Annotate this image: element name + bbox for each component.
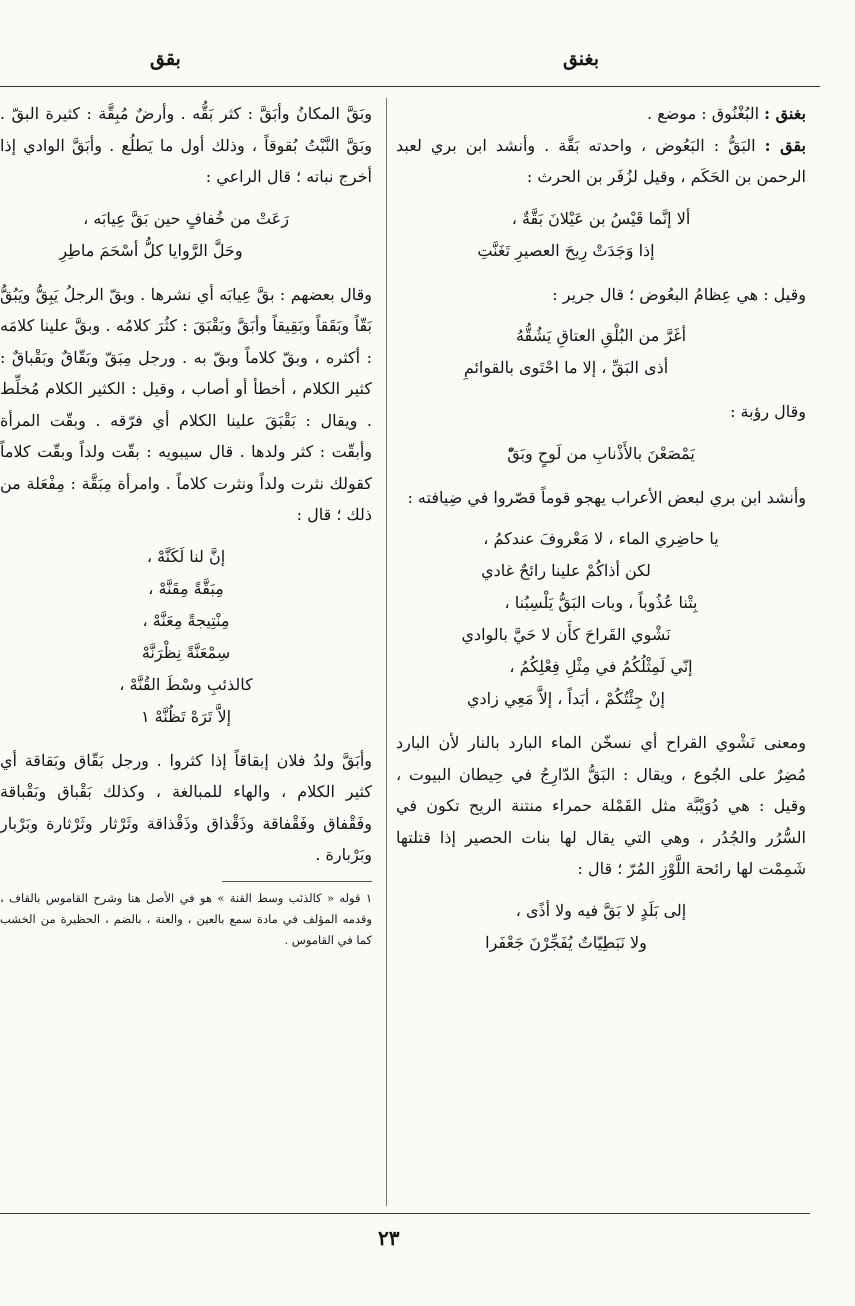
verse-block: [396, 523, 806, 715]
column-divider: [386, 98, 387, 1206]
verse-line: إنْ جِئْتُكُمْ ، أبَداً ، إلاَّ مَعِي زادي: [467, 689, 665, 708]
paragraph: ومعنى نَشْوي القراح أي نسخّن الماء البارد بالنار لأن البارد مُضِرٌ على الجُوع ، ويقال : البَقُّ الدّارِجُ في حِيطان البيوت ، وقيل : هي دُوَيْبَّة مثل القَمْلة حمراء منتنة الريح تكون في السُّرُر والجُدُر ، وهي التي يقال لها بنات الحصير إذا قتلتها شَمِمْت لها رائحة اللَّوْزِ المُرّ ؛ قال :: [396, 733, 806, 878]
page-header-right: بغنق: [562, 48, 599, 70]
verse-line: مِنْتِيجةً مِعَنَّهْ ،: [142, 610, 230, 630]
verse-line: إذا وَجَدَتْ رِيحَ العصيرِ تَغَنَّتِ: [477, 240, 655, 260]
verse-line: بِتْنا عُذُوباً ، وبات البَقُّ يَلْسِبُنا ،: [504, 593, 698, 612]
verse-block: [0, 541, 372, 733]
verse-block: [396, 320, 806, 384]
page-header-left: بقق: [150, 48, 181, 70]
paragraph: وأنشد ابن بري لبعض الأعراب يهجو قوماً قصّروا في ضِيافته :: [407, 487, 806, 507]
entry-bqq: [396, 130, 806, 193]
verse-line: كالذئبِ وسْطَ القُنَّهْ ،: [119, 674, 253, 694]
footnote: ١ قوله « كالذئب وسط القنة » هو في الأصل هنا وشرح القاموس بالقاف ، وقدمه المؤلف في مادة سمع بالعين ، والعنة ، بالضم ، الحظيرة من الخشب كما في القاموس .: [0, 890, 372, 947]
entry-head-bqq: بقق :: [764, 135, 806, 155]
verse-line: مِبَقَّةً مِقَنَّهْ ،: [148, 578, 224, 598]
entry-text-bqq: البَقُّ : البَعُوض ، واحدته بَقَّة . وأنشد ابن بري لعبد الرحمن بن الحَكَم ، وقيل لزُفَر بن الحرث :: [396, 135, 806, 186]
entry-bghnq: [396, 98, 806, 130]
verse-line: أغَرَّ من البُلْقِ العتاقِ يَشُقُّهُ: [515, 326, 687, 345]
footnote-separator: [222, 881, 372, 882]
verse-block: [396, 895, 806, 959]
verse-block: [396, 203, 806, 267]
paragraph: وبَقَّ المكانُ وأبَقَّ : كثر بَقُّه . وأرضٌ مُبِقَّة : كثيرة البقّ . وبَقَّ النَّبْتُ بُقوقاً ، وذلك أول ما يَطلُع . وأبَقَّ الوادي إذا أخرج نباته ؛ قال الراعي :: [0, 104, 372, 186]
verse-line: لكن أذاكُمْ علينا رائحٌ غادي: [481, 561, 651, 580]
verse-line: إلى بَلَدٍ لا بَقَّ فيه ولا أذًى ،: [515, 900, 687, 920]
verse-line: إنَّ لنا لَكَنَّهْ ،: [146, 546, 226, 566]
footer-rule: [0, 1213, 810, 1214]
paragraph: وقال رؤبة :: [730, 402, 806, 421]
verse-line: يَمْصَعْنَ بالأَذْنابِ من لَوحٍ وبَقّْ: [507, 443, 695, 463]
verse-line: نَشْوي القَراحَ كأَن لا حَيَّ بالوادي: [461, 625, 671, 644]
verse-line: ولا نَبَطِيّاتٌ يُفَجِّرْنَ جَعْفَرا: [485, 932, 647, 952]
verse-line: أذى البَقِّ ، إلا ما احْتَوى بالقوائمِ: [463, 358, 669, 377]
right-column: [396, 98, 806, 1210]
verse-block: [396, 438, 806, 470]
left-column: [0, 98, 372, 1210]
verse-line: إلاَّ تَرَهْ تَظُنَّهْ ١: [140, 706, 232, 726]
header-rule: [0, 86, 820, 87]
entry-text-bghnq: البُغْنُوق : موضع .: [647, 104, 765, 123]
paragraph: وقال بعضهم : بقَّ عِيابَه أي نشرها . وبقّ الرجلُ يَبِقُّ ويَبُقُّ بَقّاً وبَقَقاً وبَقِيقاً وأبَقَّ وبَقْبَقَ : كثُرَ كلامُه . وبقَّ علينا كلامَه : أكثره ، وبقّ كلاماً وبقّ به . ورجل مِبَقّ وبَقّاقٌ وبَقْباقٌ : كثير الكلام ، أخطأ أو أصاب ، وقيل : الكثير الكلام مُخلِّط . ويقال : بَقْبَقَ علينا الكلام أي فرّقه . وبقّت المرأة وأبقّت : كثر ولدها . قال سيبويه : بقّت ولداً وبقّت كلاماً كقولك نثرت ولداً ونثرت كلاماً . وامرأة مِبَقَّة : مِفْعَلة من ذلك ؛ قال :: [0, 284, 372, 524]
verse-line: سِمْعَنَّةً نِظْرَنَّهْ: [141, 642, 231, 662]
verse-line: ألا إنَّما قَيْسُ بن عَيْلانَ بَقَّةٌ ،: [511, 208, 691, 228]
verse-line: يا حاضِري الماء ، لا مَعْروفَ عندكمُ ،: [483, 529, 719, 548]
verse-line: رَعَتْ من خُفافٍ حين بَقَّ عِيابَه ،: [83, 208, 289, 228]
verse-block: [0, 203, 372, 267]
verse-line: إنّي لَمِثْلُكُمُ في مِثْلِ فِعْلِكُمُ ،: [509, 657, 693, 676]
page-number: ٢٣: [378, 1226, 400, 1250]
paragraph: وقيل : هي عِظامُ البعُوض ؛ قال جرير :: [552, 284, 806, 304]
paragraph: وأبَقَّ ولدُ فلان إبقاقاً إذا كثروا . ورجل بَقّاق وبَقاقة أي كثير الكلام ، والهاء للمبالغة ، وكذلك بَقْباق وبَقْباقة وفَقْفاق وفَقْفاقة وذَقْذاق وذَقْذاقة وثَرْثار وثَرْثارة وبَرْبار وبَرْبارة .: [0, 750, 372, 864]
entry-head-bghnq: بغنق :: [764, 104, 806, 123]
verse-line: وحَلَّ الرَّوايا كلُّ أسْحَمَ ماطِرِ: [59, 240, 243, 260]
